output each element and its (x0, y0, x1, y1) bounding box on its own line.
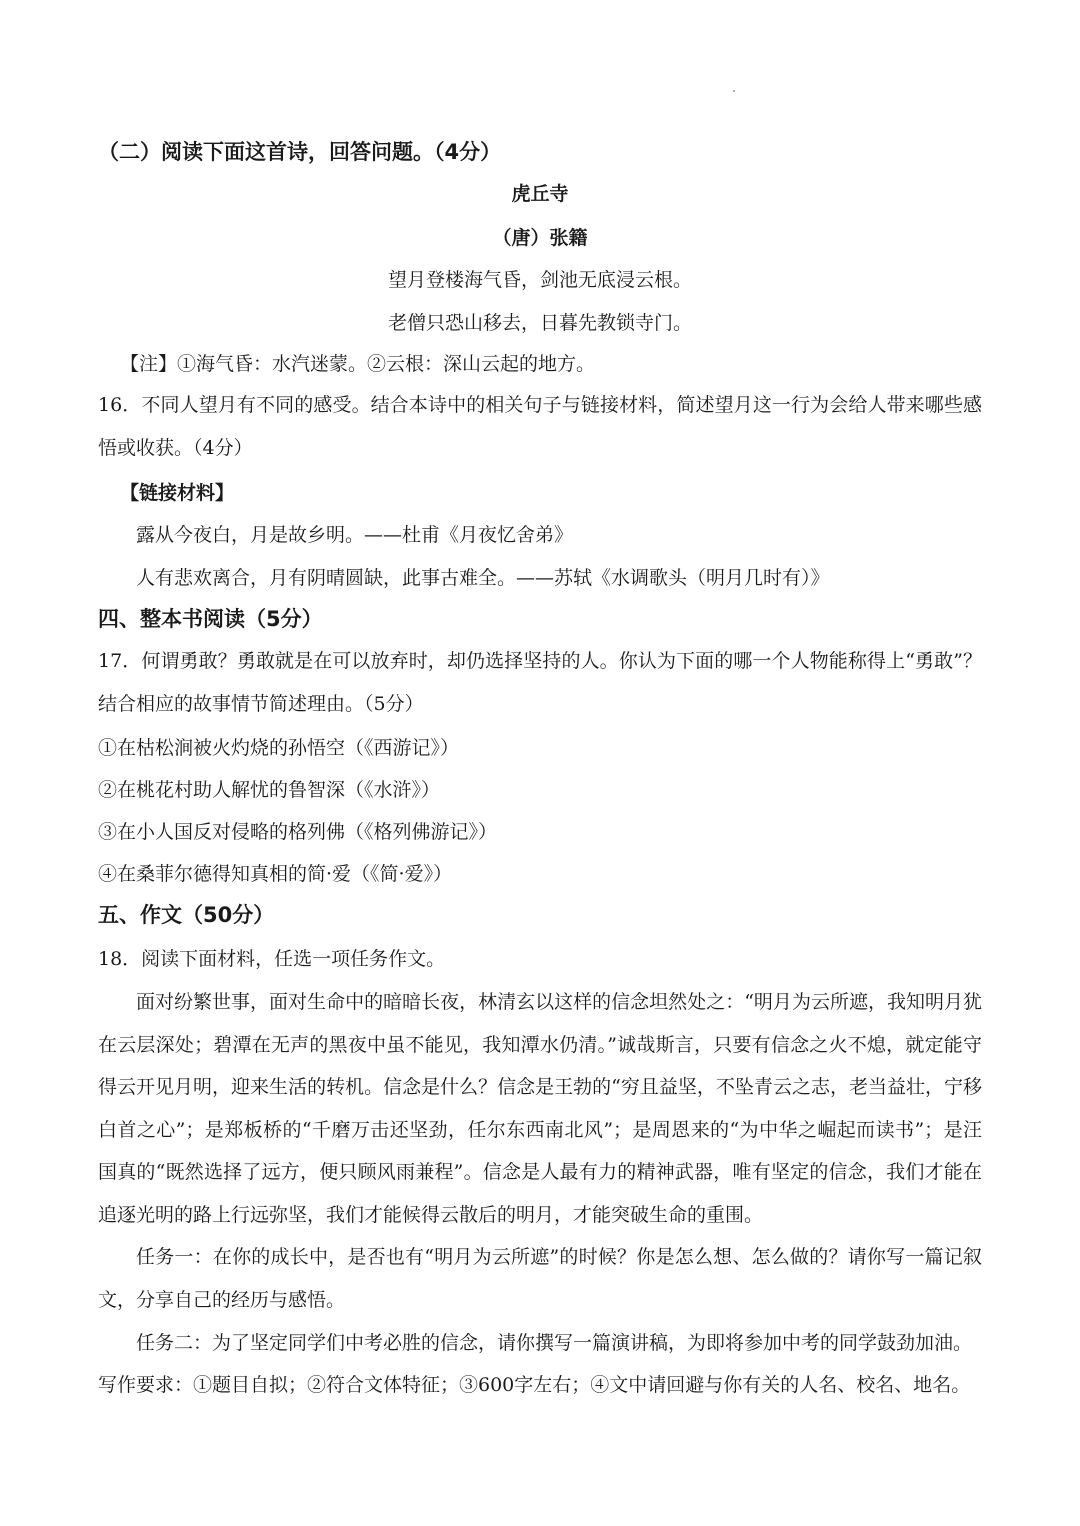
poem-note: 【注】①海气昏：水汽迷蒙。②云根：深山云起的地方。 (120, 353, 596, 375)
q17-option: ①在枯松涧被火灼烧的孙悟空（《西游记》） (98, 737, 460, 759)
section2-heading: （二）阅读下面这首诗，回答问题。（4分） (98, 140, 502, 164)
link-material-line: 人有悲欢离合，月有阴晴圆缺，此事古难全。——苏轼《水调歌头（明月几时有）》 (136, 567, 830, 589)
essay-task-2: 任务二：为了坚定同学们中考必胜的信念，请你撰写一篇演讲稿，为即将参加中考的同学鼓劲加油。 (136, 1332, 973, 1354)
poem-line: 望月登楼海气昏，剑池无底浸云根。 (387, 269, 692, 291)
question-18-intro: 18．阅读下面材料，任选一项任务作文。 (98, 948, 446, 970)
question-16: 16．不同人望月有不同的感受。结合本诗中的相关句子与链接材料，简述望月这一行为会给人带来哪些感悟或收获。（4分） (98, 394, 982, 459)
question-17: 17．何谓勇敢？勇敢就是在可以放弃时，却仍选择坚持的人。你认为下面的哪一个人物能称得上“勇敢”？结合相应的故事情节简述理由。（5分） (98, 650, 982, 715)
q17-option: ④在桑菲尔德得知真相的简·爱（《简·爱》） (98, 863, 453, 885)
q17-option: ③在小人国反对侵略的格列佛（《格列佛游记》） (98, 821, 498, 843)
section4-heading: 四、整本书阅读（5分） (98, 607, 323, 631)
link-material-line: 露从今夜白，月是故乡明。——杜甫《月夜忆舍弟》 (136, 524, 574, 546)
essay-task-1: 任务一：在你的成长中，是否也有“明月为云所遮”的时候？你是怎么想、怎么做的？请你写一篇记叙文，分享自己的经历与感悟。 (98, 1246, 982, 1311)
q17-option: ②在桃花村助人解忧的鲁智深（《水浒》） (98, 779, 441, 801)
essay-material: 面对纷繁世事，面对生命中的暗暗长夜，林清玄以这样的信念坦然处之：“明月为云所遮，我知明月犹在云层深处；碧潭在无声的黑夜中虽不能见，我知潭水仍清。”诚哉斯言，只要有信念之火不熄，就定能守得云开见月明，迎来生活的转机。信念是什么？信念是王勃的“穷且益坚，不坠青云之志，老当益壮，宁移白首之心”；是郑板桥的“千磨万击还坚劲，任尔东西南北风”；是周恩来的“为中华之崛起而读书”；是汪国真的“既然选择了远方，便只顾风雨兼程”。信念是人最有力的精神武器，唯有坚定的信念，我们才能在追逐光明的路上行远弥坚，我们才能候得云散后的明月，才能突破生命的重围。 (98, 991, 982, 1226)
scan-speck (733, 90, 735, 92)
section5-heading: 五、作文（50分） (98, 903, 275, 927)
poem-author: （唐）张籍 (492, 227, 588, 249)
essay-requirements: 写作要求：①题目自拟；②符合文体特征；③600字左右；④文中请回避与你有关的人名、校名、地名。 (98, 1374, 971, 1396)
link-material-heading: 【链接材料】 (120, 482, 235, 504)
poem-title: 虎丘寺 (511, 183, 569, 205)
poem-line: 老僧只恐山移去，日暮先教锁寺门。 (387, 312, 692, 334)
